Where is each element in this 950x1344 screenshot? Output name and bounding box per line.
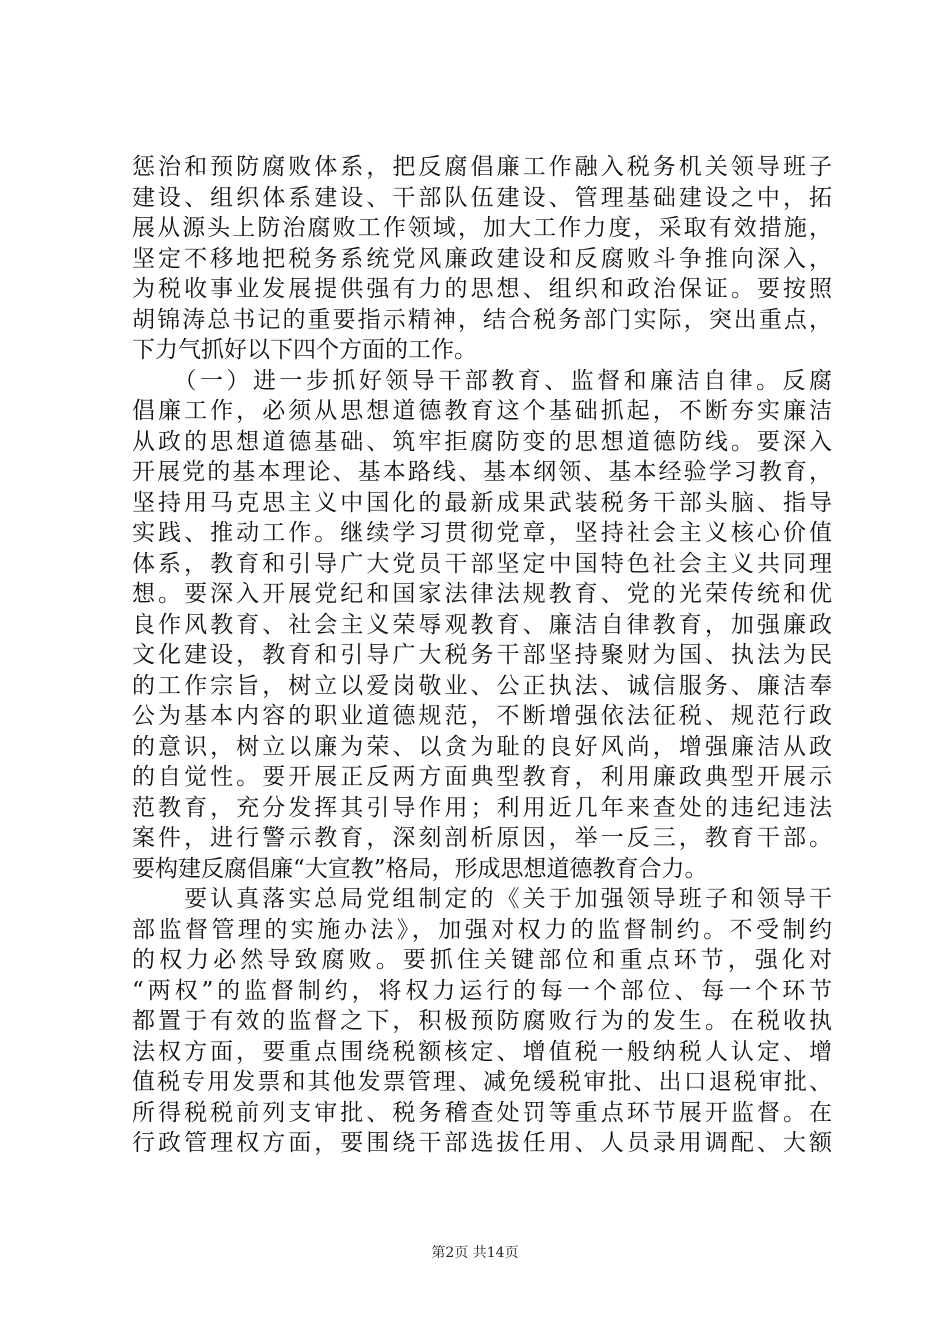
text-line: 都置于有效的监督之下，积极预防腐败行为的发生。在税收执 xyxy=(132,1008,832,1034)
text-line: 惩治和预防腐败体系，把反腐倡廉工作融入税务机关领导班子 xyxy=(132,154,832,180)
text-line: （一）进一步抓好领导干部教育、监督和廉洁自律。反腐 xyxy=(132,367,832,394)
text-line: 法权方面，要重点围绕税额核定、增值税一般纳税人认定、增 xyxy=(132,1038,832,1065)
text-line: 坚定不移地把税务系统党风廉政建设和反腐败斗争推向深入， xyxy=(132,245,832,272)
text-line: 为税收事业发展提供强有力的思想、组织和政治保证。要按照 xyxy=(132,276,832,302)
text-line: 范教育，充分发挥其引导作用；利用近几年来查处的违纪违法 xyxy=(132,794,832,821)
text-line: 倡廉工作，必须从思想道德教育这个基础抓起，不断夯实廉洁 xyxy=(132,398,832,424)
text-line: “两权”的监督制约，将权力运行的每一个部位、每一个环节 xyxy=(132,977,832,1004)
text-line: 的权力必然导致腐败。要抓住关键部位和重点环节，强化对 xyxy=(132,947,832,973)
text-line: 部监督管理的实施办法》，加强对权力的监督制约。不受制约 xyxy=(132,916,832,943)
text-line: 要构建反腐倡廉“大宣教”格局，形成思想道德教育合力。 xyxy=(132,855,708,882)
text-line: 良作风教育、社会主义荣辱观教育、廉洁自律教育，加强廉政 xyxy=(132,611,832,638)
text-line: 案件，进行警示教育，深刻剖析原因，举一反三，教育干部。 xyxy=(132,825,832,851)
text-line: 想。要深入开展党纪和国家法律法规教育、党的光荣传统和优 xyxy=(132,581,832,607)
text-line: 值税专用发票和其他发票管理、减免缓税审批、出口退税审批、 xyxy=(132,1069,832,1095)
text-line: 体系，教育和引导广大党员干部坚定中国特色社会主义共同理 xyxy=(132,550,832,577)
text-line: 行政管理权方面，要围绕干部选拔任用、人员录用调配、大额 xyxy=(132,1130,832,1156)
page-footer: 第2页 共14页 xyxy=(431,1245,519,1261)
text-line: 建设、组织体系建设、干部队伍建设、管理基础建设之中，拓 xyxy=(132,184,832,211)
text-line: 下力气抓好以下四个方面的工作。 xyxy=(132,337,477,363)
text-line: 展从源头上防治腐败工作领域，加大工作力度，采取有效措施， xyxy=(132,215,832,241)
text-line: 的自觉性。要开展正反两方面典型教育，利用廉政典型开展示 xyxy=(132,764,832,790)
text-line: 所得税税前列支审批、税务稽查处罚等重点环节展开监督。在 xyxy=(132,1099,832,1126)
text-line: 公为基本内容的职业道德规范，不断增强依法征税、规范行政 xyxy=(132,703,832,729)
text-line: 从政的思想道德基础、筑牢拒腐防变的思想道德防线。要深入 xyxy=(132,428,832,455)
text-line: 的意识，树立以廉为荣、以贪为耻的良好风尚，增强廉洁从政 xyxy=(132,733,832,760)
text-line: 要认真落实总局党组制定的《关于加强领导班子和领导干 xyxy=(132,886,832,912)
body-text xyxy=(132,152,832,1159)
text-line: 坚持用马克思主义中国化的最新成果武装税务干部头脑、指导 xyxy=(132,489,832,516)
text-line: 的工作宗旨，树立以爱岗敬业、公正执法、诚信服务、廉洁奉 xyxy=(132,672,832,699)
text-line: 开展党的基本理论、基本路线、基本纲领、基本经验学习教育， xyxy=(132,459,832,485)
text-line: 文化建设，教育和引导广大税务干部坚持聚财为国、执法为民 xyxy=(132,642,832,668)
text-line: 胡锦涛总书记的重要指示精神，结合税务部门实际，突出重点， xyxy=(132,306,832,333)
text-line: 实践、推动工作。继续学习贯彻党章，坚持社会主义核心价值 xyxy=(132,520,832,546)
